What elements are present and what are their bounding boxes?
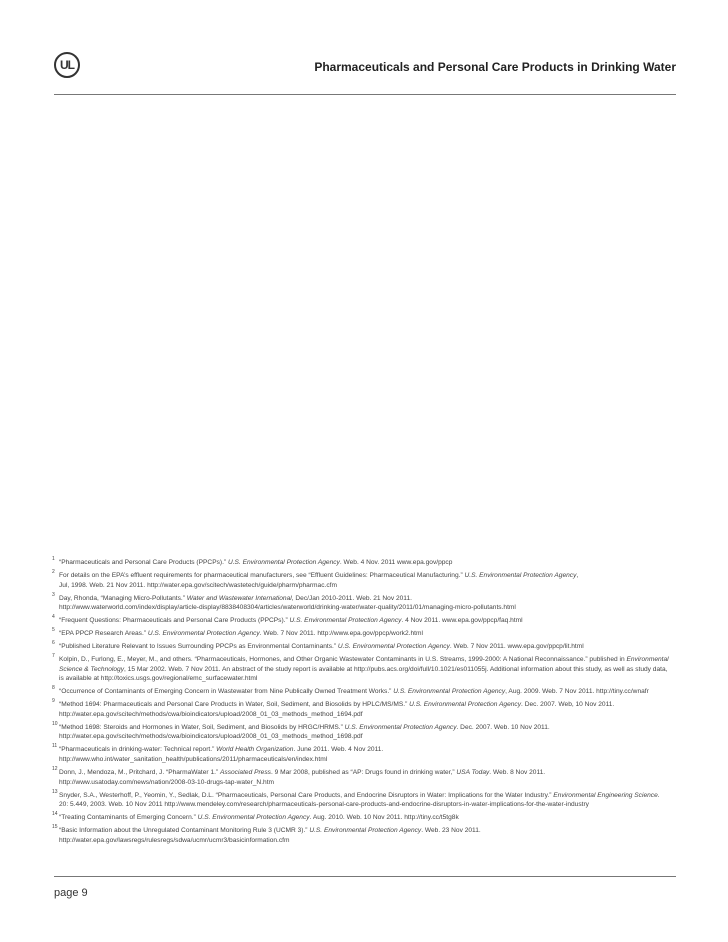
- footnote-text: “EPA PPCP Research Areas.” U.S. Environmental Protection Agency. Web. 7 Nov 2011. http://www.epa.gov/ppcp/work2.html: [59, 630, 423, 638]
- footnote-number: 14: [52, 811, 58, 818]
- footnote-text: “Treating Contaminants of Emerging Concern.” U.S. Environmental Protection Agency. Aug. 2010. Web. 10 Nov 2011. http://tiny.cc/t5tg8k: [59, 814, 459, 822]
- footnote-1: [52, 558, 682, 568]
- footnote-text: “Basic Information about the Unregulated Contaminant Monitoring Rule 3 (UCMR 3).” U.S. Environmental Protection Agency. Web. 23 Nov 2011.: [59, 827, 481, 835]
- footnote-text: “Method 1694: Pharmaceuticals and Personal Care Products in Water, Soil, Sediment, and Biosolids by HPLC/MS/MS.” U.S. Environmental Protection Agency. Dec. 2007. Web, 10 Nov 2011.: [59, 701, 615, 709]
- footnote-6: [52, 642, 682, 652]
- footnote-text: “Pharmaceuticals in drinking-water: Technical report.” World Health Organization. June 2011. Web. 4 Nov 2011.: [59, 746, 384, 754]
- footnote-12: [52, 765, 682, 787]
- footnote-8: [52, 687, 682, 697]
- footnote-continuation: Jul, 1998. Web. 21 Nov 2011. http://water.epa.gov/scitech/wastetech/guide/pharm/pharmac.cfm: [59, 581, 337, 589]
- footnote-number: 1: [52, 556, 55, 562]
- footnote-continuation: is available at http://toxics.usgs.gov/regional/emc_surfacewater.html: [59, 675, 258, 683]
- page-header: [54, 52, 676, 98]
- footnote-continuation: http://www.waterworld.com/index/display/article-display/8838408304/articles/waterworld/drinking-water/water-quality/2011/01/managing-micro-pollutants.html: [59, 604, 516, 612]
- footnote-number: 11: [52, 743, 58, 750]
- footnote-number: 15: [52, 824, 58, 831]
- footnote-11: [52, 745, 682, 764]
- footnote-number: 4: [52, 614, 55, 621]
- footnote-text: Snyder, S.A., Westerhoff, P., Yeomin, Y., Sedlak, D.L. “Pharmaceuticals, Personal Care Products, and Endocrine Disruptors in Water: Implications for the Water Industry.” Environmental Engineering Science.: [59, 791, 660, 799]
- footnote-number: 5: [52, 627, 55, 634]
- footer-divider: [54, 876, 676, 877]
- footnote-13: [52, 788, 682, 810]
- footnote-continuation: http://water.epa.gov/lawsregs/rulesregs/sdwa/ucmr/ucmr3/basicinformation.cfm: [59, 836, 290, 844]
- page-number: page 9: [54, 887, 88, 899]
- footnotes-list: [52, 558, 682, 849]
- footnote-continuation: http://www.usatoday.com/news/nation/2008-03-10-drugs-tap-water_N.htm: [59, 778, 275, 786]
- footnote-text: “Occurrence of Contaminants of Emerging Concern in Wastewater from Nine Publically Owned Treatment Works.” U.S. Environmental Protection Agency, Aug. 2009. Web. 7 Nov 2011. http://tiny.cc/wnafr: [59, 688, 649, 696]
- footnote-3: [52, 591, 682, 613]
- footnote-text: Donn, J., Mendoza, M., Pritchard, J. “PharmaWater 1.” Associated Press. 9 Mar 2008, published as “AP: Drugs found in drinking water,” USA Today. Web. 8 Nov 2011.: [59, 768, 546, 776]
- footnote-number: 10: [52, 720, 58, 727]
- footnote-number: 13: [52, 788, 58, 795]
- logo-text: UL: [60, 58, 74, 72]
- footnote-continuation: http://water.epa.gov/scitech/methods/cwa/bioindicators/upload/2008_01_03_methods_method_1694.pdf: [59, 710, 363, 718]
- footnote-number: 3: [52, 591, 55, 598]
- footnote-9: [52, 700, 682, 719]
- footnote-continuation: http://water.epa.gov/scitech/methods/cwa/bioindicators/upload/2008_01_03_methods_method_1698.pdf: [59, 733, 363, 741]
- ul-logo-icon: [54, 52, 80, 78]
- footnote-text: “Frequent Questions: Pharmaceuticals and Personal Care Products (PPCPs).” U.S. Environmental Protection Agency. 4 Nov 2011. www.epa.gov/ppcp/faq.html: [59, 617, 523, 625]
- footnote-number: 12: [52, 765, 58, 772]
- footnote-text: Kolpin, D., Furlong, E., Meyer, M., and others. “Pharmaceuticals, Hormones, and Other Organic Wastewater Contaminants in U.S. Streams, 1999-2000: A National Reconnaissance.” published in Environmental: [59, 656, 669, 664]
- footnote-5: [52, 629, 682, 639]
- document-title: Pharmaceuticals and Personal Care Products in Drinking Water: [314, 60, 676, 74]
- footnote-text: Day, Rhonda, “Managing Micro-Pollutants.” Water and Wastewater International, Dec/Jan 2010-2011. Web. 21 Nov 2011.: [59, 594, 412, 602]
- footnote-7: [52, 655, 682, 684]
- footnote-continuation: 20: 5.449, 2003. Web. 10 Nov 2011 http://www.mendeley.com/research/pharmaceuticals-personal-care-products-and-endocrine-disruptors-in-water-implications-for-the-water-industry: [59, 801, 589, 809]
- footnote-text: For details on the EPA’s effluent requirements for pharmaceutical manufacturers, see “Effluent Guidelines: Pharmaceutical Manufacturing.” U.S. Environmental Protection Agency,: [59, 571, 579, 579]
- footnote-10: [52, 720, 682, 742]
- header-divider: [54, 94, 676, 95]
- footnote-text: “Pharmaceuticals and Personal Care Products (PPCPs).” U.S. Environmental Protection Agency. Web. 4 Nov. 2011 www.epa.gov/ppcp: [59, 559, 453, 566]
- footnote-number: 6: [52, 640, 55, 647]
- footnote-14: [52, 813, 682, 823]
- footnote-15: [52, 826, 682, 845]
- footnote-2: [52, 568, 682, 590]
- footnote-4: [52, 616, 682, 626]
- footnote-continuation: http://www.who.int/water_sanitation_health/publications/2011/pharmaceuticals/en/index.html: [59, 756, 328, 763]
- footnote-number: 2: [52, 568, 55, 575]
- footnote-continuation: Science & Technology, 15 Mar 2002. Web. 7 Nov 2011. An abstract of the study report is available at http://pubs.acs.org/doi/full/10.1021/es011055j. Additional information about this study, as well as study data,: [59, 665, 668, 673]
- footnote-text: “Method 1698: Steroids and Hormones in Water, Soil, Sediment, and Biosolids by HRGC/HRMS.” U.S. Environmental Protection Agency. Dec. 2007. Web. 10 Nov 2011.: [59, 723, 550, 731]
- footnote-number: 7: [52, 653, 55, 660]
- footnote-text: “Published Literature Relevant to Issues Surrounding PPCPs as Environmental Contaminants.” U.S. Environmental Protection Agency. Web. 7 Nov 2011. www.epa.gov/ppcp/lit.html: [59, 643, 584, 651]
- footnote-number: 9: [52, 698, 55, 705]
- footnote-number: 8: [52, 685, 55, 692]
